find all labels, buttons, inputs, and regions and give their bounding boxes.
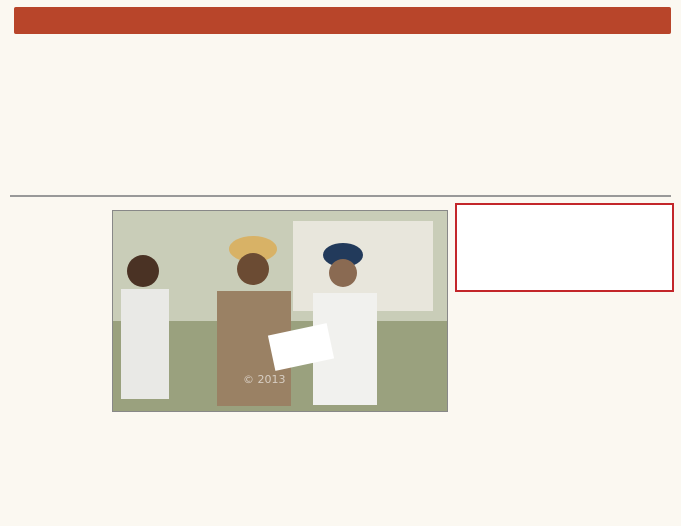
news-photo (112, 210, 448, 412)
sidebar-text (455, 306, 670, 506)
photo-watermark: © 2013 (243, 373, 286, 386)
sidebar-box (455, 203, 674, 292)
sidebar-title (457, 205, 672, 213)
divider (10, 195, 671, 197)
top-strip (14, 7, 671, 34)
article-bottom-text (105, 412, 445, 522)
